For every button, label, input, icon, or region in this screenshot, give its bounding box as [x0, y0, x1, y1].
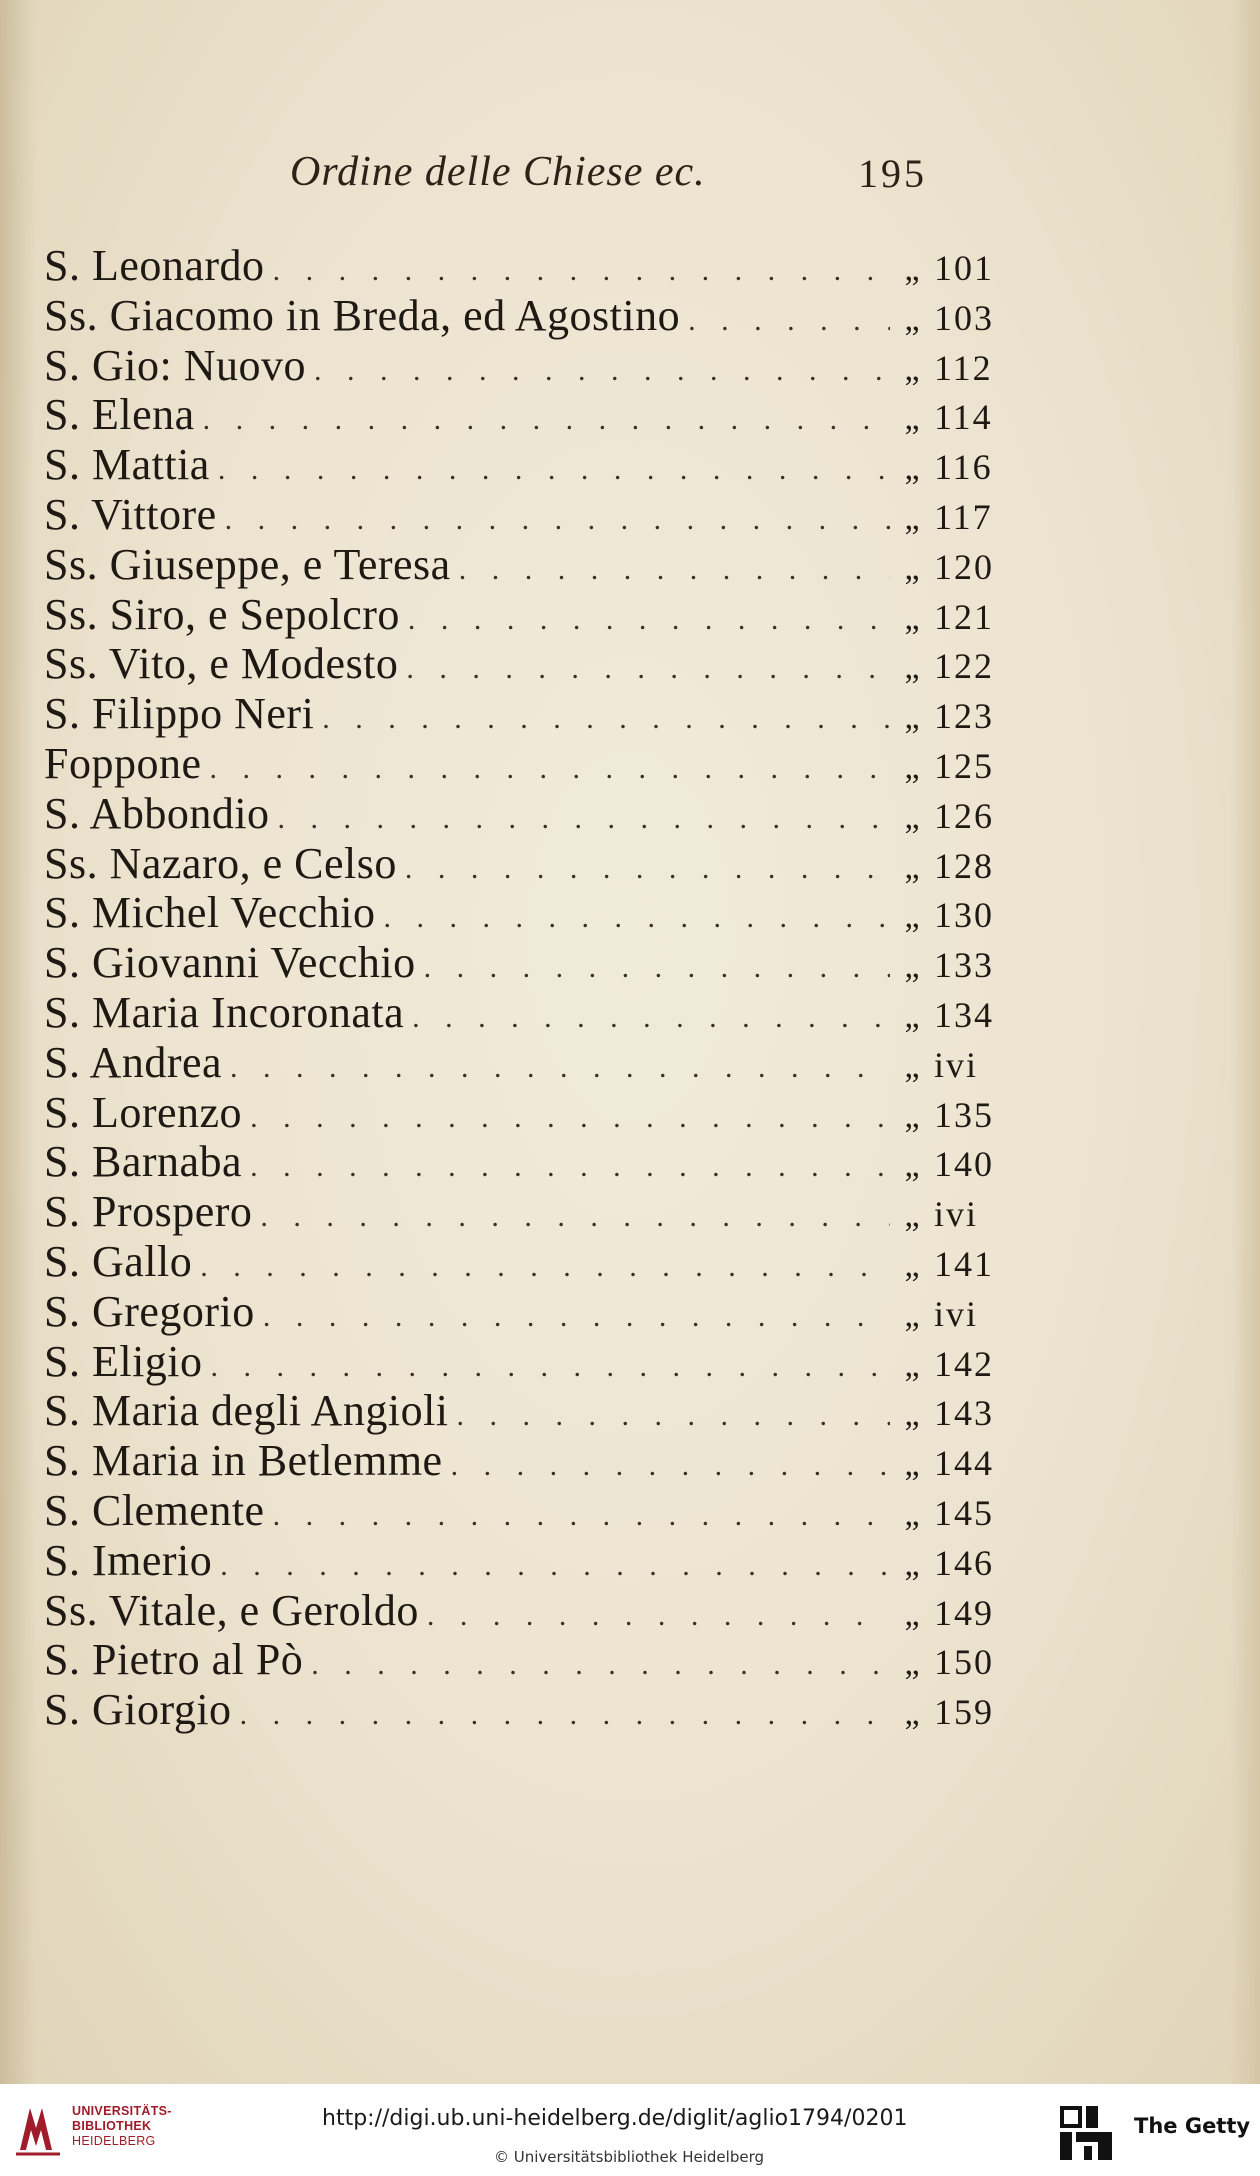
toc-entry: [44, 1286, 1024, 1336]
toc-entry: [44, 439, 1024, 489]
toc-entry: [44, 1136, 1024, 1186]
toc-entry: [44, 1485, 1024, 1535]
toc-ditto-mark: „: [904, 400, 920, 438]
toc-ditto-mark: „: [904, 748, 920, 786]
toc-entry: [44, 738, 1024, 788]
toc-entry-name: S. Vittore: [44, 489, 217, 539]
toc-entry-page: 121: [934, 596, 994, 637]
toc-leader-dots: [200, 1250, 890, 1284]
toc-entry: [44, 1037, 1024, 1087]
toc-leader-dots: [220, 1549, 890, 1583]
toc-ditto-mark: „: [904, 1545, 920, 1583]
toc-entry: [44, 987, 1024, 1037]
toc-ditto-mark: „: [904, 997, 920, 1035]
toc-entry-name: S. Prospero: [44, 1187, 253, 1237]
toc-entry-name: S. Giorgio: [44, 1685, 232, 1735]
toc-ditto-mark: „: [904, 898, 920, 936]
toc-ditto-mark: „: [904, 1495, 920, 1533]
toc-ditto-mark: „: [904, 499, 920, 537]
toc-entry-page: 145: [934, 1492, 994, 1533]
toc-entry: [44, 1535, 1024, 1585]
running-head-title: Ordine delle Chiese ec.: [290, 149, 706, 195]
toc-entry-page: 126: [934, 795, 994, 836]
toc-entry-name: S. Maria in Betlemme: [44, 1436, 443, 1486]
toc-leader-dots: [273, 1499, 890, 1533]
toc-entry-name: S. Barnaba: [44, 1137, 243, 1187]
toc-ditto-mark: „: [904, 1396, 920, 1434]
permalink-url[interactable]: http://digi.ub.uni-heidelberg.de/diglit/aglio1794/0201: [322, 2106, 908, 2131]
toc-ditto-mark: „: [904, 1047, 920, 1085]
toc-entry-page: 135: [934, 1094, 994, 1135]
toc-entry-name: Ss. Siro, e Sepolcro: [44, 589, 400, 639]
toc-entry-page: 125: [934, 745, 994, 786]
toc-entry-name: S. Gio: Nuovo: [44, 340, 306, 390]
toc-entry-page: 143: [934, 1393, 994, 1434]
toc-entry-page: 120: [934, 546, 994, 587]
toc-entry: [44, 1385, 1024, 1435]
toc-entry-name: S. Mattia: [44, 440, 210, 490]
toc-entry: [44, 887, 1024, 937]
toc-entry-page: 114: [934, 397, 993, 438]
toc-ditto-mark: „: [904, 599, 920, 637]
toc-leader-dots: [311, 1648, 890, 1682]
toc-entry-name: S. Imerio: [44, 1535, 213, 1585]
toc-entry-name: S. Gallo: [44, 1236, 193, 1286]
toc-entry-name: S. Clemente: [44, 1485, 265, 1535]
toc-entry-page: 159: [934, 1692, 994, 1733]
toc-entry-name: S. Maria Incoronata: [44, 987, 405, 1037]
toc-entry-page: 103: [934, 297, 994, 338]
toc-entry-page: 133: [934, 945, 994, 986]
toc-leader-dots: [384, 901, 890, 935]
toc-ditto-mark: „: [904, 1147, 920, 1185]
toc-entry: [44, 1336, 1024, 1386]
toc-leader-dots: [427, 1599, 890, 1633]
toc-leader-dots: [405, 852, 890, 886]
toc-entry-page: 146: [934, 1542, 994, 1583]
toc-ditto-mark: „: [904, 1446, 920, 1484]
toc-ditto-mark: „: [904, 848, 920, 886]
toc-entry-name: S. Abbondio: [44, 788, 270, 838]
toc-entry-name: Foppone: [44, 738, 202, 788]
toc-entry-page: 116: [934, 447, 993, 488]
toc-leader-dots: [451, 1449, 890, 1483]
toc-entry-name: S. Elena: [44, 390, 195, 440]
toc-leader-dots: [218, 453, 890, 487]
toc-entry-page: 140: [934, 1144, 994, 1185]
toc-entry: [44, 1585, 1024, 1635]
toc-entry-page: 149: [934, 1592, 994, 1633]
toc-entry: [44, 1236, 1024, 1286]
table-of-contents: [44, 240, 1024, 1734]
getty-sponsor-label: The Getty: [1134, 2114, 1251, 2138]
toc-ditto-mark: „: [904, 1097, 920, 1135]
toc-leader-dots: [459, 553, 890, 587]
toc-leader-dots: [688, 304, 890, 338]
toc-entry-page: 134: [934, 994, 994, 1035]
toc-entry: [44, 1186, 1024, 1236]
toc-entry: [44, 688, 1024, 738]
toc-ditto-mark: „: [904, 948, 920, 986]
toc-entry: [44, 1684, 1024, 1734]
toc-entry-name: S. Giovanni Vecchio: [44, 938, 416, 988]
toc-entry-name: S. Gregorio: [44, 1286, 255, 1336]
toc-entry-page: 130: [934, 895, 994, 936]
toc-ditto-mark: „: [904, 1695, 920, 1733]
toc-ditto-mark: „: [904, 649, 920, 687]
toc-entry: [44, 290, 1024, 340]
toc-entry-name: S. Michel Vecchio: [44, 888, 376, 938]
toc-entry: [44, 1087, 1024, 1137]
toc-leader-dots: [273, 254, 890, 288]
page-number: 195: [858, 151, 927, 196]
toc-ditto-mark: „: [904, 1595, 920, 1633]
toc-leader-dots: [240, 1698, 890, 1732]
toc-leader-dots: [263, 1300, 890, 1334]
toc-leader-dots: [250, 1101, 890, 1135]
toc-leader-dots: [260, 1200, 890, 1234]
toc-entry-name: S. Pietro al Pò: [44, 1635, 304, 1685]
toc-entry: [44, 389, 1024, 439]
toc-leader-dots: [225, 503, 890, 537]
toc-ditto-mark: „: [904, 350, 920, 388]
running-head: [0, 148, 1260, 208]
getty-logo-icon: [1058, 2104, 1114, 2164]
toc-entry-name: S. Filippo Neri: [44, 689, 315, 739]
toc-entry-page: 150: [934, 1642, 994, 1683]
toc-entry-page: 117: [934, 496, 993, 537]
toc-entry-page: 122: [934, 646, 994, 687]
toc-entry: [44, 788, 1024, 838]
toc-leader-dots: [278, 802, 890, 836]
university-library-name: [72, 2104, 172, 2149]
toc-ditto-mark: „: [904, 699, 920, 737]
toc-ditto-mark: „: [904, 1197, 920, 1235]
toc-ditto-mark: „: [904, 251, 920, 288]
toc-entry-name: Ss. Giuseppe, e Teresa: [44, 539, 451, 589]
toc-entry-name: Ss. Nazaro, e Celso: [44, 838, 397, 888]
toc-leader-dots: [230, 1051, 890, 1085]
toc-leader-dots: [211, 1350, 890, 1384]
toc-entry-page: ivi: [934, 1044, 979, 1085]
toc-entry: [44, 589, 1024, 639]
toc-entry-page: 142: [934, 1343, 994, 1384]
toc-entry: [44, 1435, 1024, 1485]
toc-entry: [44, 340, 1024, 390]
toc-ditto-mark: „: [904, 798, 920, 836]
toc-ditto-mark: „: [904, 1346, 920, 1384]
toc-entry-page: ivi: [934, 1293, 979, 1334]
library-name-line-1: UNIVERSITÄTS-: [72, 2104, 172, 2118]
toc-leader-dots: [412, 1001, 890, 1035]
toc-entry-name: S. Eligio: [44, 1336, 203, 1386]
toc-entry: [44, 240, 1024, 290]
toc-entry-page: 128: [934, 845, 994, 886]
toc-ditto-mark: „: [904, 549, 920, 587]
toc-leader-dots: [314, 354, 890, 388]
toc-ditto-mark: „: [904, 450, 920, 488]
toc-entry-name: S. Lorenzo: [44, 1087, 243, 1137]
toc-entry-name: Ss. Vito, e Modesto: [44, 639, 399, 689]
toc-entry-name: S. Andrea: [44, 1037, 223, 1087]
toc-ditto-mark: „: [904, 1246, 920, 1284]
toc-entry-name: S. Leonardo: [44, 241, 265, 290]
toc-ditto-mark: „: [904, 300, 920, 338]
toc-leader-dots: [250, 1150, 890, 1184]
toc-leader-dots: [322, 702, 890, 736]
toc-entry: [44, 638, 1024, 688]
toc-entry-page: 101: [934, 248, 994, 288]
toc-entry-name: Ss. Vitale, e Geroldo: [44, 1585, 419, 1635]
toc-entry-name: Ss. Giacomo in Breda, ed Agostino: [44, 290, 681, 340]
toc-leader-dots: [457, 1399, 890, 1433]
library-name-line-2: BIBLIOTHEK: [72, 2119, 152, 2133]
toc-leader-dots: [203, 403, 890, 437]
toc-ditto-mark: „: [904, 1645, 920, 1683]
toc-leader-dots: [406, 652, 890, 686]
toc-entry-page: 123: [934, 696, 994, 737]
toc-entry: [44, 838, 1024, 888]
toc-entry-page: ivi: [934, 1194, 979, 1235]
library-name-line-3: HEIDELBERG: [72, 2134, 156, 2148]
toc-entry: [44, 1634, 1024, 1684]
toc-entry-page: 112: [934, 347, 993, 388]
toc-leader-dots: [424, 951, 890, 985]
footer-bar: [0, 2084, 1260, 2176]
toc-entry-page: 141: [934, 1243, 994, 1284]
toc-ditto-mark: „: [904, 1296, 920, 1334]
toc-entry: [44, 489, 1024, 539]
toc-leader-dots: [408, 603, 890, 637]
toc-leader-dots: [210, 752, 891, 786]
toc-entry: [44, 539, 1024, 589]
toc-entry-name: S. Maria degli Angioli: [44, 1386, 449, 1436]
toc-entry-page: 144: [934, 1443, 994, 1484]
toc-entry: [44, 937, 1024, 987]
copyright-notice: © Universitätsbibliothek Heidelberg: [494, 2148, 765, 2166]
university-library-logo-icon: [12, 2098, 64, 2158]
